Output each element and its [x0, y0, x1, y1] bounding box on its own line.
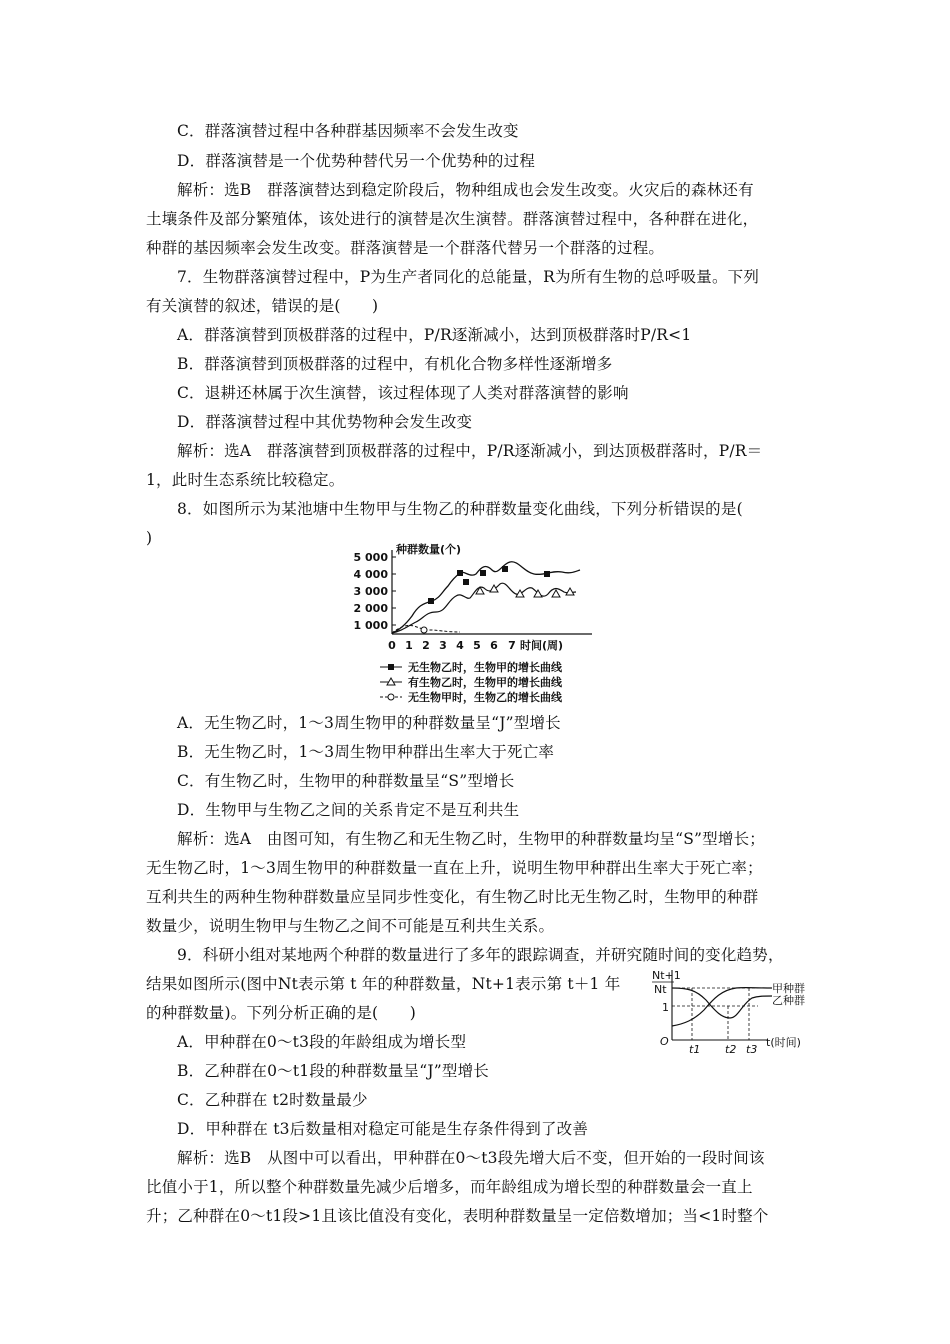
option-b-q9: B．乙种群在0～t1段的种群数量呈“J”型增长 [177, 1062, 490, 1080]
option-a-q9: A．甲种群在0～t3段的年龄组成为增长型 [177, 1033, 467, 1051]
fig2-xlabel: t(时间) [766, 1036, 801, 1049]
fig1-yticks [354, 551, 396, 632]
fig2-ylabel-num: Nt+1 [652, 969, 681, 982]
option-a-q7: A．群落演替到顶极群落的过程中，P/R逐渐减小，达到顶极群落时P/R<1 [177, 326, 692, 344]
analysis-q6-line3: 种群的基因频率会发生改变。群落演替是一个群落代替另一个群落的过程。 [146, 239, 665, 257]
curve-a-marker [428, 598, 434, 604]
option-d-q8: D．生物甲与生物乙之间的关系肯定不是互利共生 [177, 801, 520, 819]
analysis-q6-line1: 解析：选B 群落演替达到稳定阶段后，物种组成也会发生改变。火灾后的森林还有 [177, 181, 754, 199]
analysis-q8-line3: 互利共生的两种生物种群数量应呈同步性变化，有生物乙时比无生物乙时，生物甲的种群 [146, 888, 759, 906]
option-d-q6: D．群落演替是一个优势种替代另一个优势种的过程 [177, 152, 536, 170]
fig2-series-jia: 甲种群 [772, 982, 805, 995]
analysis-q8-line4: 数量少，说明生物甲与生物乙之间不可能是互利共生关系。 [146, 917, 555, 935]
question-9-line2: 结果如图所示(图中Nt表示第 t 年的种群数量，Nt+1表示第 t＋1 年 [146, 975, 621, 993]
question-7-line2: 有关演替的叙述，错误的是( ) [146, 297, 379, 315]
curve-b-marker [476, 587, 484, 594]
question-8-line1: 8．如图所示为某池塘中生物甲与生物乙的种群数量变化曲线，下列分析错误的是( [177, 500, 743, 518]
option-b-q8: B．无生物乙时，1～3周生物甲种群出生率大于死亡率 [177, 743, 555, 761]
curve-a-marker [457, 570, 463, 576]
fig1-xticks [388, 638, 563, 652]
curve-a-marker [502, 566, 508, 572]
fig1-xtick: 2 [422, 639, 430, 652]
option-c-q6: C．群落演替过程中各种群基因频率不会发生改变 [177, 122, 519, 140]
legend-marker-c [388, 694, 394, 700]
option-d-q7: D．群落演替过程中其优势物种会发生改变 [177, 413, 473, 431]
legend-marker-a [388, 664, 394, 670]
fig1-xtick: 5 [473, 639, 481, 652]
curve-b-marker [490, 585, 498, 592]
fig1-xtick: 0 [388, 639, 396, 652]
fig2-origin: O [660, 1035, 669, 1048]
fig1-xtick: 7 [508, 639, 516, 652]
fig2-xtick: t2 [725, 1043, 737, 1056]
fig1-legend [380, 660, 563, 704]
fig1-xtick: 1 [405, 639, 413, 652]
analysis-q7-line1: 解析：选A 群落演替到顶极群落的过程中，P/R逐渐减小，到达顶极群落时，P/R＝ [177, 442, 763, 460]
fig2-series-yi: 乙种群 [772, 994, 805, 1007]
fig1-ytick: 5 000 [353, 551, 388, 564]
ratio-chart-fig9 [648, 966, 818, 1058]
curve-a-marker [463, 579, 469, 585]
analysis-q8-line2: 无生物乙时，1～3周生物甲的种群数量一直在上升，说明生物甲种群出生率大于死亡率； [146, 859, 763, 877]
fig1-xlabel: 时间(周) [520, 639, 564, 652]
analysis-q7-line2: 1，此时生态系统比较稳定。 [146, 471, 345, 489]
analysis-q9-line3: 升；乙种群在0～t1段>1且该比值没有变化，表明种群数量呈一定倍数增加；当<1时整个 [146, 1207, 769, 1225]
question-9-line1: 9．科研小组对某地两个种群的数量进行了多年的跟踪调查，并研究随时间的变化趋势， [177, 946, 784, 964]
fig1-xtick: 6 [490, 639, 498, 652]
fig1-xtick: 3 [439, 639, 447, 652]
legend-label-c: 无生物甲时，生物乙的增长曲线 [408, 691, 562, 704]
option-a-q8: A．无生物乙时，1～3周生物甲的种群数量呈“J”型增长 [177, 714, 561, 732]
question-9-line3: 的种群数量)。下列分析正确的是( ) [146, 1004, 416, 1022]
fig1-ytick: 4 000 [353, 568, 388, 581]
fig1-xtick: 4 [456, 639, 464, 652]
legend-label-a: 无生物乙时，生物甲的增长曲线 [408, 661, 562, 674]
option-c-q9: C．乙种群在 t2时数量最少 [177, 1091, 368, 1109]
curve-b-marker [516, 590, 524, 597]
analysis-q6-line2: 土壤条件及部分繁殖体，该处进行的演替是次生演替。群落演替过程中，各种群在进化， [146, 210, 759, 228]
curve-b-marker [566, 588, 574, 595]
option-b-q7: B．群落演替到顶极群落的过程中，有机化合物多样性逐渐增多 [177, 355, 613, 373]
fig1-ytick: 2 000 [353, 602, 388, 615]
fig1-ytick: 3 000 [353, 585, 388, 598]
curve-c-marker [421, 627, 427, 633]
curve-jia [672, 988, 772, 1026]
curve-b-marker [552, 590, 560, 597]
analysis-q9-line2: 比值小于1，所以整个种群数量先减少后增多，而年龄组成为增长型的种群数量会一直上 [146, 1178, 753, 1196]
fig1-ylabel: 种群数量(个) [396, 543, 462, 556]
population-chart-fig8 [352, 542, 614, 708]
legend-label-b: 有生物乙时，生物甲的增长曲线 [408, 676, 562, 689]
fig2-ylabel-den: Nt [654, 983, 667, 996]
question-7-line1: 7．生物群落演替过程中，P为生产者同化的总能量，R为所有生物的总呼吸量。下列 [177, 268, 760, 286]
fig2-xtick: t1 [689, 1043, 701, 1056]
fig2-xtick: t3 [746, 1043, 758, 1056]
analysis-q9-line1: 解析：选B 从图中可以看出，甲种群在0～t3段先增大后不变，但开始的一段时间该 [177, 1149, 765, 1167]
curve-a-marker [544, 571, 550, 577]
question-8-line2: ) [146, 529, 153, 547]
analysis-q8-line1: 解析：选A 由图可知，有生物乙和无生物乙时，生物甲的种群数量均呈“S”型增长； [177, 830, 765, 848]
curve-a-marker [480, 570, 486, 576]
option-c-q7: C．退耕还林属于次生演替，该过程体现了人类对群落演替的影响 [177, 384, 629, 402]
fig2-one-label: 1 [662, 1001, 669, 1014]
option-d-q9: D．甲种群在 t3后数量相对稳定可能是生存条件得到了改善 [177, 1120, 589, 1138]
option-c-q8: C．有生物乙时，生物甲的种群数量呈“S”型增长 [177, 772, 515, 790]
curve-a-with-b [392, 583, 576, 633]
fig1-ytick: 1 000 [353, 619, 388, 632]
